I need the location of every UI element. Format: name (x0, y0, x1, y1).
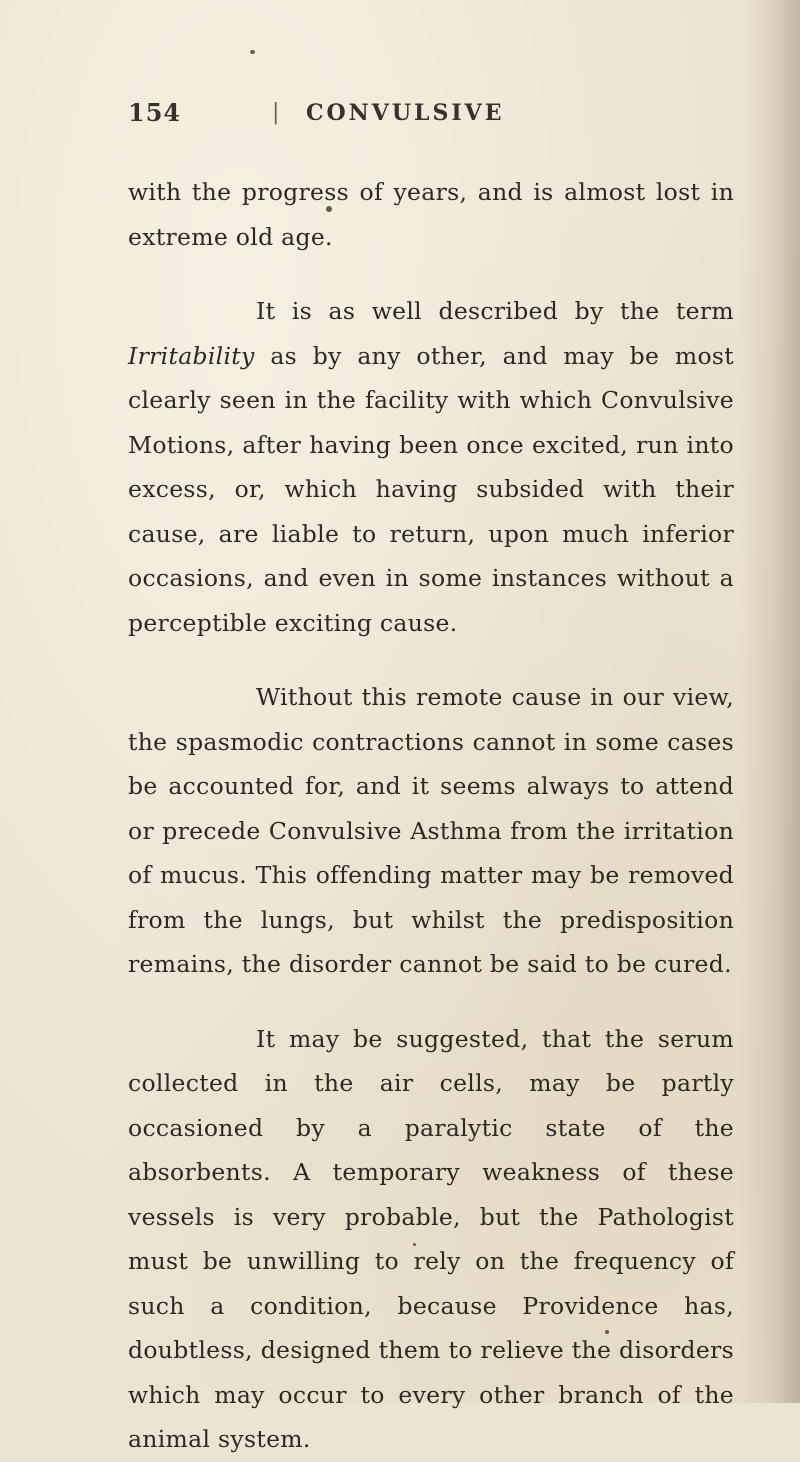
paragraph-2-text-after: as by any other, and may be most clearly seen in the facility with which Convulsive Motions, after having been once excited, run into excess, or, which having subsided with their cause, are liable to return, upon much inferior occasions, and even in some instances without a perceptible exciting cause. (128, 341, 734, 637)
paragraph-2-term: Irritability (128, 341, 255, 370)
paragraph-3-text: Without this remote cause in our view, the spasmodic contractions cannot in some cases be accounted for, and it seems always to attend or precede Convulsive Asthma from the irritation of mucus. This offending matter may be removed from the lungs, but whilst the predisposition remains, the disorder cannot be said to be cured. (128, 683, 734, 978)
paragraph-2 (128, 289, 734, 645)
page-edge-shadow (740, 0, 800, 1403)
paragraph-4-text: It may be suggested, that the serum collected in the air cells, may be partly occasioned by a paralytic state of the absorbents. A temporary weakness of these vessels is very probable, but the Pathologist must be unwilling to rely on the frequency of such a condition, because Providence has, doubtless, designed them to relieve the disorders which may occur to every other branch of the animal system. (128, 1024, 734, 1453)
page-number: 154 (128, 98, 182, 127)
running-head-separator: | (272, 100, 280, 125)
paper-speck (250, 50, 255, 54)
body-text (128, 170, 734, 1462)
paragraph-3 (128, 675, 734, 987)
paragraph-4 (128, 1017, 734, 1462)
paragraph-1 (128, 170, 734, 259)
paragraph-2-text-before: It is as well described by the term (256, 297, 734, 325)
running-head (128, 98, 608, 138)
running-title: CONVULSIVE (306, 100, 505, 126)
paragraph-1-text: with the progress of years, and is almost lost in extreme old age. (128, 178, 734, 251)
